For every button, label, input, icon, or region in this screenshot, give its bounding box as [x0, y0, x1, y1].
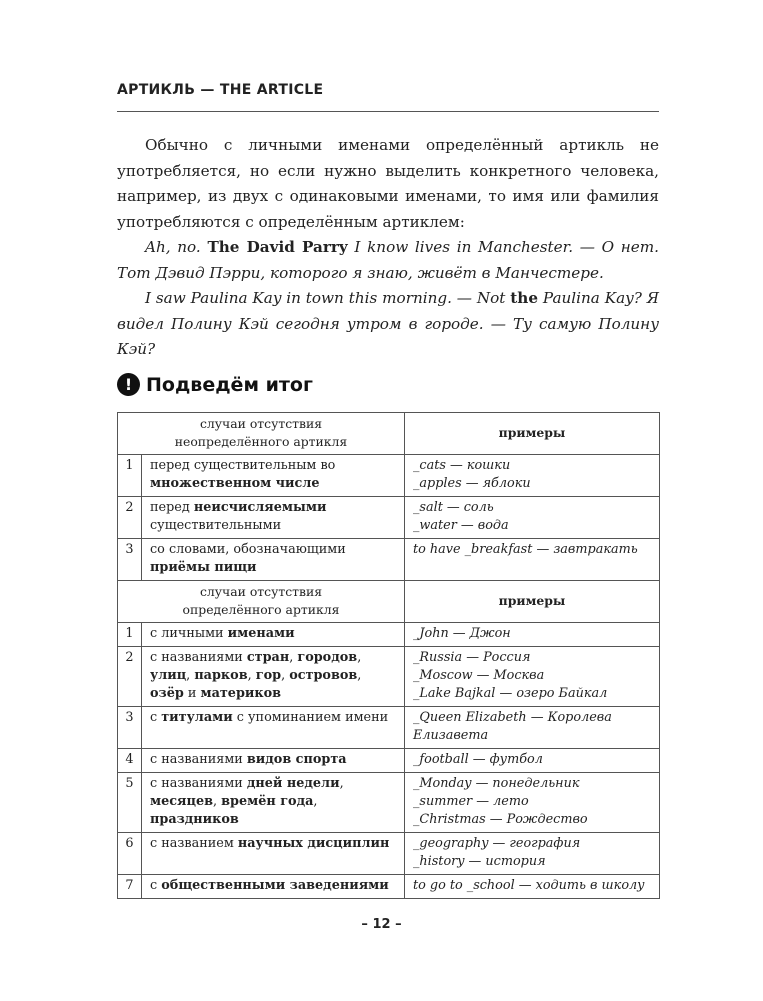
case-keyword: парков [194, 668, 248, 683]
exclamation-icon: ! [117, 373, 140, 396]
row-number: 7 [118, 875, 142, 899]
example-item: to have _breakfast — завтракать [413, 542, 638, 557]
examples-cell [405, 623, 660, 647]
case-description [142, 455, 405, 497]
examples-cell [405, 497, 660, 539]
row-number: 5 [118, 773, 142, 833]
case-text: перед [150, 500, 194, 515]
example-1-before: Ah, no. [145, 238, 208, 256]
case-text: с [150, 878, 162, 893]
example-item: _Monday — понедельник [413, 776, 580, 791]
table-row [118, 707, 660, 749]
case-text: и [183, 686, 201, 701]
example-item: _John — Джон [413, 626, 511, 641]
section2-header-line1: случаи отсутствия [199, 584, 323, 599]
row-number: 1 [118, 623, 142, 647]
case-text: , [357, 650, 362, 665]
row-number: 1 [118, 455, 142, 497]
case-text: с названиями [150, 650, 247, 665]
case-keyword: стран [246, 650, 290, 665]
summary-title: Подведём итог [146, 373, 313, 396]
row-number: 2 [118, 647, 142, 707]
case-text: с [150, 710, 162, 725]
case-description [142, 647, 405, 707]
case-text: , [247, 668, 256, 683]
case-keyword: времён года [221, 794, 314, 809]
example-2-before: I saw Paulina Kay in town this morning. — Not [145, 289, 511, 307]
section1-header-row [118, 413, 660, 455]
case-description [142, 497, 405, 539]
examples-cell [405, 707, 660, 749]
case-keyword: городов [297, 650, 358, 665]
case-text: с упоминанием имени [232, 710, 389, 725]
example-item: _history — история [413, 854, 546, 869]
case-description [142, 539, 405, 581]
case-keyword: материков [200, 686, 282, 701]
examples-cell [405, 875, 660, 899]
example-1 [117, 235, 659, 286]
row-number: 3 [118, 539, 142, 581]
case-text: с названиями [150, 776, 247, 791]
case-keyword: озёр [150, 686, 184, 701]
case-text: , [357, 668, 362, 683]
section1-header-line2: неопределённого артикля [174, 434, 348, 449]
case-text: со словами, обозначающими [150, 542, 346, 557]
case-text: , [289, 650, 298, 665]
example-item: to go to _school — ходить в школу [413, 878, 645, 893]
example-item: _Queen Elizabeth — Королева Елизавета [413, 710, 612, 743]
examples-cell [405, 455, 660, 497]
header-divider [117, 111, 659, 112]
case-keyword: месяцев [150, 794, 213, 809]
example-2-bold: the [510, 289, 539, 307]
table-row [118, 875, 660, 899]
case-keyword: титулами [161, 710, 233, 725]
case-description [142, 773, 405, 833]
table-row [118, 623, 660, 647]
case-text: с названием [150, 836, 238, 851]
case-keyword: улиц [150, 668, 187, 683]
case-text: перед существительным во [150, 458, 336, 473]
intro-paragraph: Обычно с личными именами определённый артикль не употребляется, но если нужно выделить конкретного человека, например, из двух с одинаковыми именами, то имя или фамилия употребляются с определённым артиклем: [117, 136, 659, 231]
case-text: с названиями [150, 752, 247, 767]
section1-header-line1: случаи отсутствия [199, 416, 323, 431]
examples-cell [405, 647, 660, 707]
example-item: _salt — соль [413, 500, 494, 515]
examples-cell [405, 773, 660, 833]
table-row [118, 497, 660, 539]
case-description [142, 833, 405, 875]
example-2 [117, 286, 659, 363]
summary-table [117, 412, 660, 899]
case-keyword: дней недели [246, 776, 340, 791]
case-keyword: общественными заведениями [161, 878, 389, 893]
table-row [118, 455, 660, 497]
page-number: – 12 – [361, 917, 402, 932]
example-item: _apples — яблоки [413, 476, 531, 491]
case-description [142, 875, 405, 899]
examples-cell [405, 539, 660, 581]
case-text: с личными [150, 626, 228, 641]
example-item: _cats — кошки [413, 458, 511, 473]
example-item: _Lake Bajkal — озеро Байкал [413, 686, 608, 701]
case-description [142, 707, 405, 749]
case-keyword: именами [227, 626, 295, 641]
case-text: , [281, 668, 290, 683]
case-text: существительными [150, 518, 282, 533]
case-text: , [186, 668, 195, 683]
example-item: _water — вода [413, 518, 509, 533]
intro-text [117, 133, 659, 363]
section2-header-row [118, 581, 660, 623]
example-item: _summer — лето [413, 794, 529, 809]
example-item: _Christmas — Рождество [413, 812, 588, 827]
table-row [118, 749, 660, 773]
case-keyword: островов [289, 668, 358, 683]
example-1-bold: The David Parry [207, 238, 348, 256]
case-keyword: праздников [150, 812, 239, 827]
case-text: , [213, 794, 222, 809]
case-keyword: научных дисциплин [237, 836, 390, 851]
case-keyword: видов спорта [246, 752, 347, 767]
examples-cell [405, 833, 660, 875]
section1-examples-header: примеры [405, 413, 660, 455]
case-keyword: приёмы пищи [150, 560, 257, 575]
case-keyword: множественном числе [150, 476, 320, 491]
summary-heading [117, 373, 313, 396]
case-text: , [339, 776, 344, 791]
section1-header [118, 413, 405, 455]
running-header: АРТИКЛЬ — THE ARTICLE [117, 82, 324, 98]
example-item: _football — футбол [413, 752, 543, 767]
case-description [142, 623, 405, 647]
row-number: 2 [118, 497, 142, 539]
example-1-after: I know lives in Manchester. — О нет. Тот Дэвид Пэрри, которого я знаю, живёт в Манчестере. [117, 238, 659, 282]
table-row [118, 647, 660, 707]
example-2-after: Paulina Kay? Я видел Полину Кэй сегодня утром в городе. — Ту самую Полину Кэй? [117, 289, 659, 358]
example-item: _Russia — Россия [413, 650, 531, 665]
table-row [118, 539, 660, 581]
row-number: 4 [118, 749, 142, 773]
row-number: 3 [118, 707, 142, 749]
table-row [118, 773, 660, 833]
case-text: , [313, 794, 318, 809]
section2-header-line2: определённого артикля [182, 602, 340, 617]
example-item: _Moscow — Москва [413, 668, 545, 683]
case-keyword: гор [255, 668, 282, 683]
section2-examples-header: примеры [405, 581, 660, 623]
case-description [142, 749, 405, 773]
case-keyword: неисчисляемыми [193, 500, 327, 515]
section2-header [118, 581, 405, 623]
row-number: 6 [118, 833, 142, 875]
table-row [118, 833, 660, 875]
examples-cell [405, 749, 660, 773]
example-item: _geography — география [413, 836, 581, 851]
